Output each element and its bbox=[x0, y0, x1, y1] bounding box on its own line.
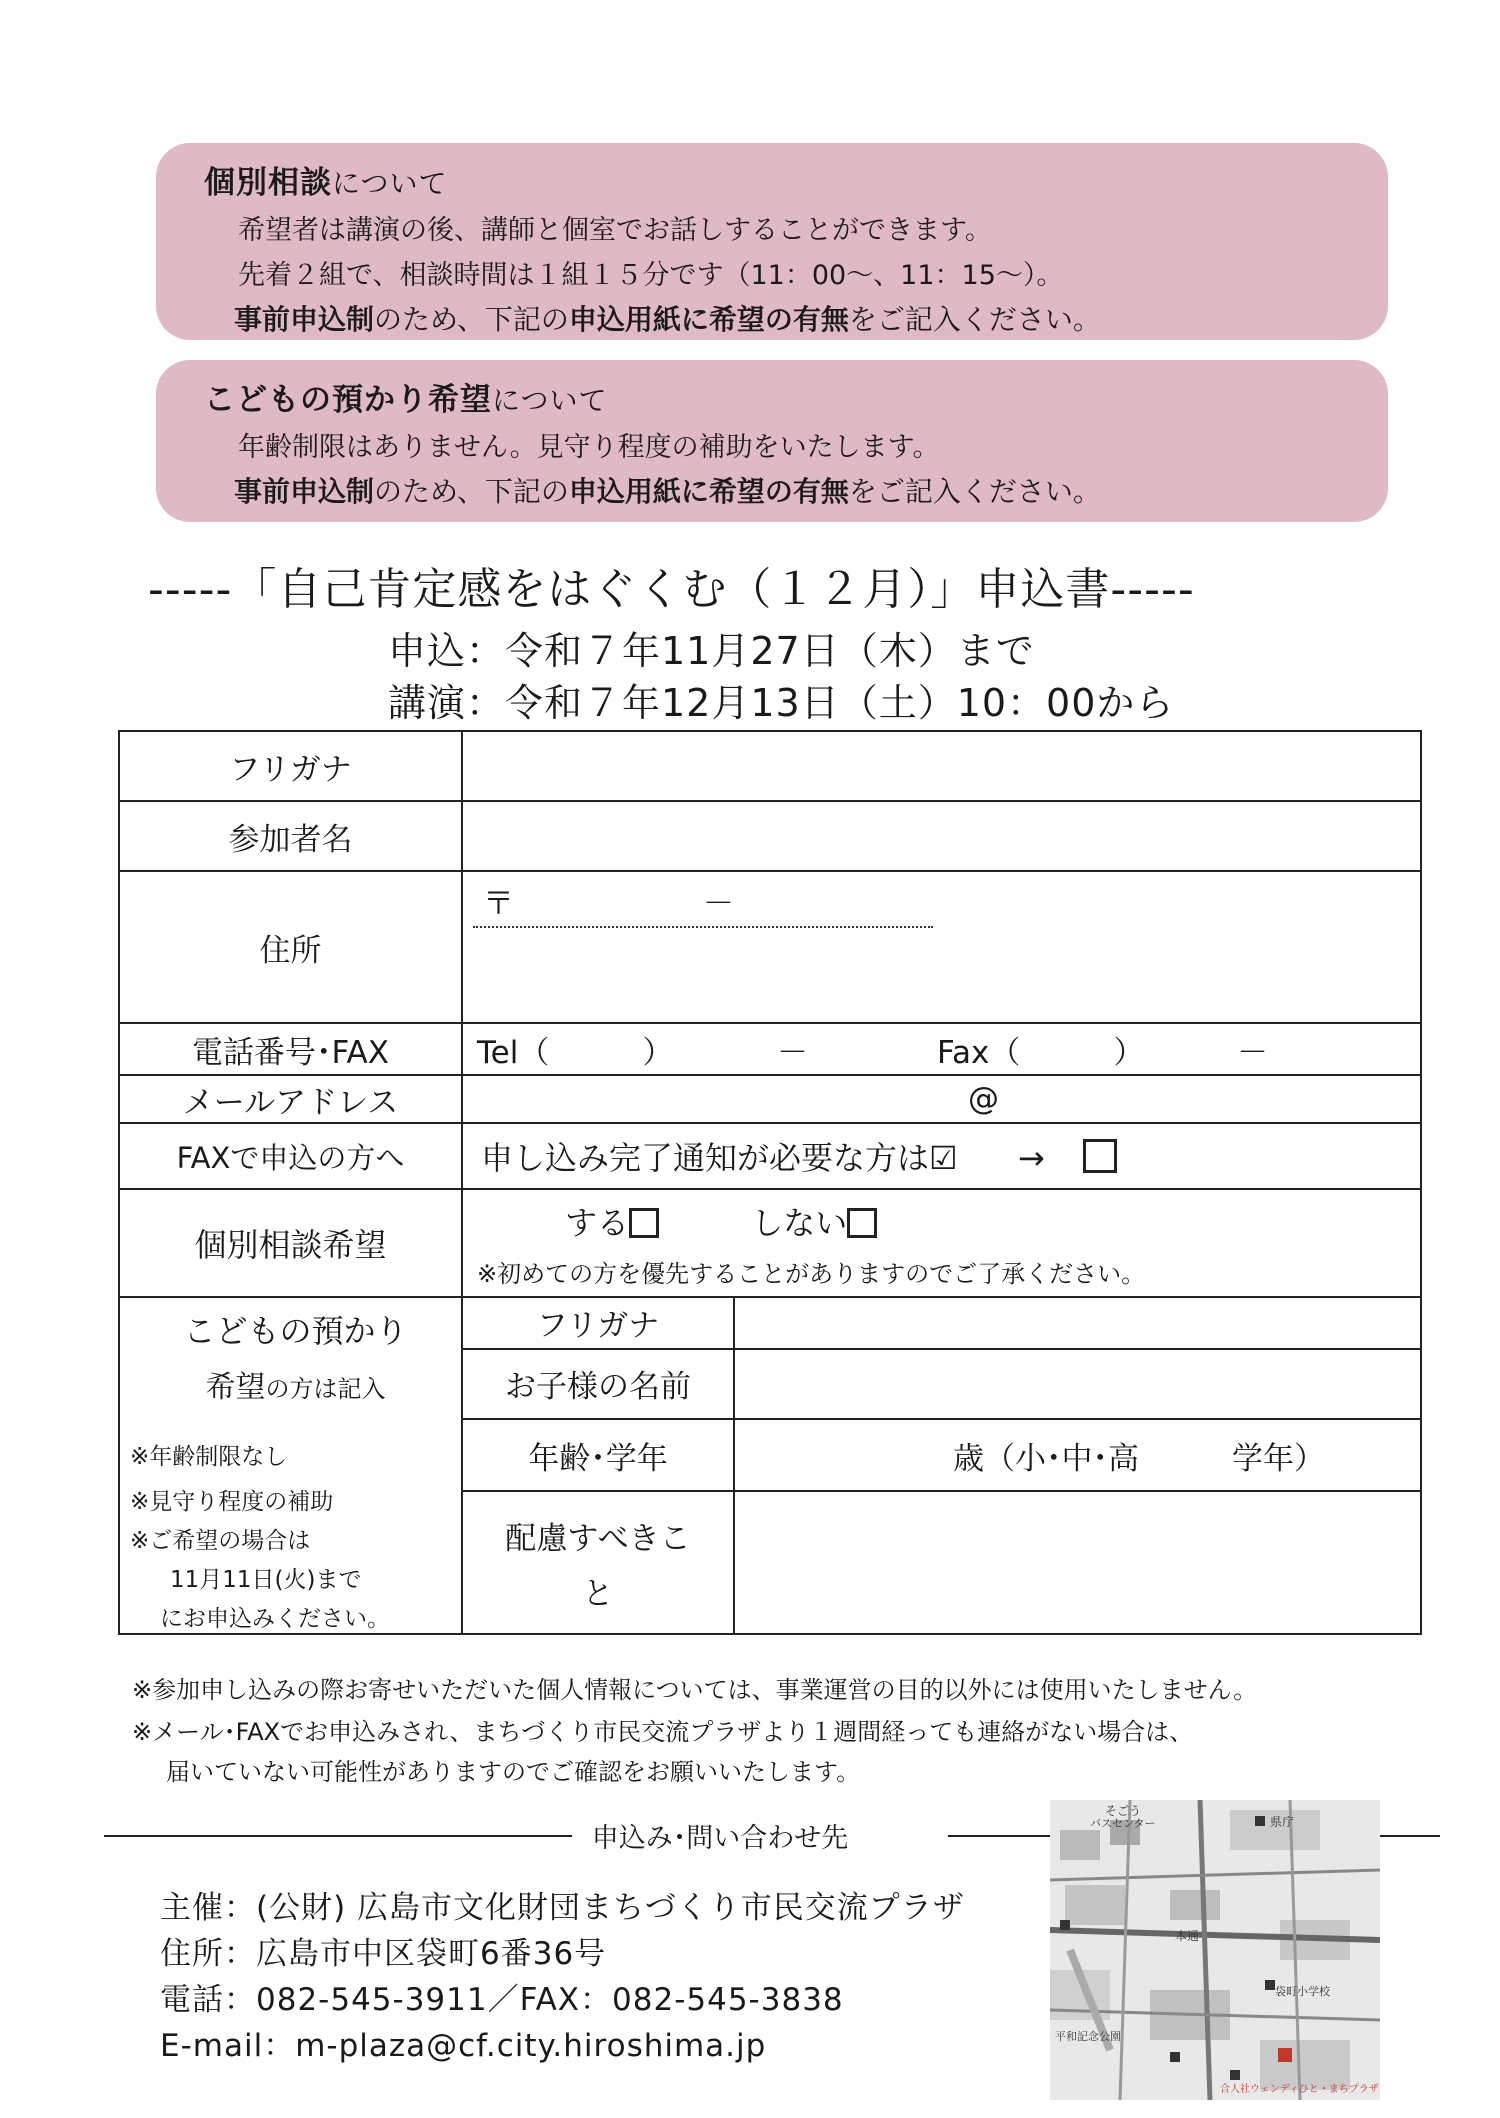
child-care-info-line1: 年齢制限はありません。見守り程度の補助をいたします。 bbox=[238, 432, 940, 463]
address-label: 住所 bbox=[119, 871, 462, 1023]
application-form bbox=[118, 730, 1422, 1635]
arrow-icon: → bbox=[1017, 1139, 1045, 1177]
consult-note: ※初めての方を優先することがありますのでご了承ください。 bbox=[477, 1259, 1146, 1288]
furigana-field[interactable] bbox=[462, 731, 1421, 801]
map-label-prefectural-office: 県庁 bbox=[1270, 1815, 1295, 1829]
fax-notify-field bbox=[462, 1123, 1421, 1189]
consult-no-label: しない bbox=[751, 1203, 848, 1242]
child-note-apply: にお申込みください。 bbox=[160, 1606, 390, 1632]
map-label-hondori: 本通 bbox=[1175, 1929, 1200, 1943]
address-field[interactable] bbox=[462, 871, 1421, 1023]
child-care-label-cell bbox=[119, 1297, 462, 1634]
fax-applicant-label: FAXで申込の方へ bbox=[119, 1123, 462, 1189]
postal-dash: － bbox=[703, 886, 734, 922]
tel-field[interactable]: Tel（ ） bbox=[477, 1034, 674, 1071]
consideration-field[interactable] bbox=[734, 1491, 1421, 1634]
child-name-label: お子様の名前 bbox=[462, 1349, 734, 1419]
child-furigana-field[interactable] bbox=[734, 1297, 1421, 1349]
map-label-school: 袋町小学校 bbox=[1275, 1985, 1330, 1998]
consult-info-line1: 希望者は講演の後、講師と個室でお話しすることができます。 bbox=[238, 215, 992, 246]
child-name-field[interactable] bbox=[734, 1349, 1421, 1419]
contact-heading: 申込み･問い合わせ先 bbox=[591, 1823, 849, 1854]
form-title: -----「自己肯定感をはぐくむ（１２月）」申込書----- bbox=[148, 564, 1195, 615]
consult-info-box bbox=[156, 143, 1388, 340]
consult-info-line3: 事前申込制のため、下記の申込用紙に希望の有無をご記入ください。 bbox=[234, 303, 1101, 336]
phone-fax-label: 電話番号･FAX bbox=[119, 1023, 462, 1075]
fax-notify-checkbox[interactable] bbox=[1083, 1139, 1117, 1173]
child-note-deadline: 11月11日(火)まで bbox=[170, 1567, 362, 1593]
map-label-plaza: 合人社ウェンディひと・まちプラザ bbox=[1220, 2084, 1379, 2095]
consult-request-field bbox=[462, 1189, 1421, 1297]
child-note-support: ※見守り程度の補助 bbox=[130, 1489, 334, 1515]
consult-yes-checkbox[interactable] bbox=[629, 1208, 659, 1238]
contact-note-continued: 届いていない可能性がありますのでご確認をお願いいたします。 bbox=[166, 1758, 861, 1786]
email-label: メールアドレス bbox=[119, 1075, 462, 1123]
map-label-bus-center: バスセンター bbox=[1090, 1817, 1156, 1830]
contact-phone: 電話：082-545-3911／FAX：082-545-3838 bbox=[160, 1982, 844, 2018]
map-label-sogo: そごう bbox=[1105, 1804, 1142, 1818]
fax-notify-text: 申し込み完了通知が必要な方は☑ bbox=[481, 1139, 958, 1177]
consideration-label: 配慮すべきこ と bbox=[462, 1491, 734, 1634]
child-age-text: 歳（小･中･高 学年） bbox=[953, 1440, 1325, 1477]
participant-name-field[interactable] bbox=[462, 801, 1421, 871]
contact-note: ※メール･FAXでお申込みされ、まちづくり市民交流プラザより１週間経っても連絡がない場合は、 bbox=[132, 1718, 1194, 1746]
postal-dotted-line bbox=[473, 926, 933, 928]
phone-fax-field[interactable] bbox=[462, 1023, 1421, 1075]
consult-no-checkbox[interactable] bbox=[847, 1208, 877, 1238]
participant-name-label: 参加者名 bbox=[119, 801, 462, 871]
tel-dash: － bbox=[777, 1034, 808, 1071]
consult-info-title: 個別相談について bbox=[204, 165, 448, 201]
privacy-note: ※参加申し込みの際お寄せいただいた個人情報については、事業運営の目的以外には使用いたしません。 bbox=[132, 1676, 1258, 1704]
map-label-peace-park: 平和記念公園 bbox=[1055, 2030, 1121, 2043]
consult-request-label: 個別相談希望 bbox=[119, 1189, 462, 1297]
child-note-request: ※ご希望の場合は bbox=[130, 1528, 311, 1554]
postal-mark: 〒 bbox=[483, 886, 514, 922]
contact-email: E-mail：m-plaza@cf.city.hiroshima.jp bbox=[160, 2028, 767, 2064]
email-at: @ bbox=[968, 1081, 999, 1117]
contact-address: 住所：広島市中区袋町6番36号 bbox=[160, 1936, 607, 1972]
fax-field[interactable]: Fax（ ） bbox=[937, 1034, 1145, 1071]
consult-info-line2: 先着２組で、相談時間は１組１５分です（11：00～、11：15～）。 bbox=[238, 260, 1064, 291]
consult-yes-label: する bbox=[565, 1203, 630, 1242]
child-care-label: こどもの預かり bbox=[183, 1312, 408, 1350]
organizer: 主催：(公財) 広島市文化財団まちづくり市民交流プラザ bbox=[160, 1890, 965, 1926]
child-care-label-sub: 希望の方は記入 bbox=[205, 1370, 386, 1405]
child-furigana-label: フリガナ bbox=[462, 1297, 734, 1349]
application-deadline: 申込：令和７年11月27日（木）まで bbox=[388, 629, 1035, 673]
child-note-age: ※年齢制限なし bbox=[130, 1444, 288, 1470]
child-age-label: 年齢･学年 bbox=[462, 1419, 734, 1491]
child-care-info-box bbox=[156, 360, 1388, 522]
child-care-info-title: こどもの預かり希望について bbox=[204, 382, 608, 418]
email-field[interactable] bbox=[462, 1075, 1421, 1123]
child-care-info-line2: 事前申込制のため、下記の申込用紙に希望の有無をご記入ください。 bbox=[234, 475, 1101, 508]
fax-dash: － bbox=[1237, 1034, 1268, 1071]
child-age-field[interactable] bbox=[734, 1419, 1421, 1491]
location-map bbox=[1050, 1800, 1380, 2100]
furigana-label: フリガナ bbox=[119, 731, 462, 801]
lecture-date: 講演：令和７年12月13日（土）10：00から bbox=[388, 681, 1175, 725]
